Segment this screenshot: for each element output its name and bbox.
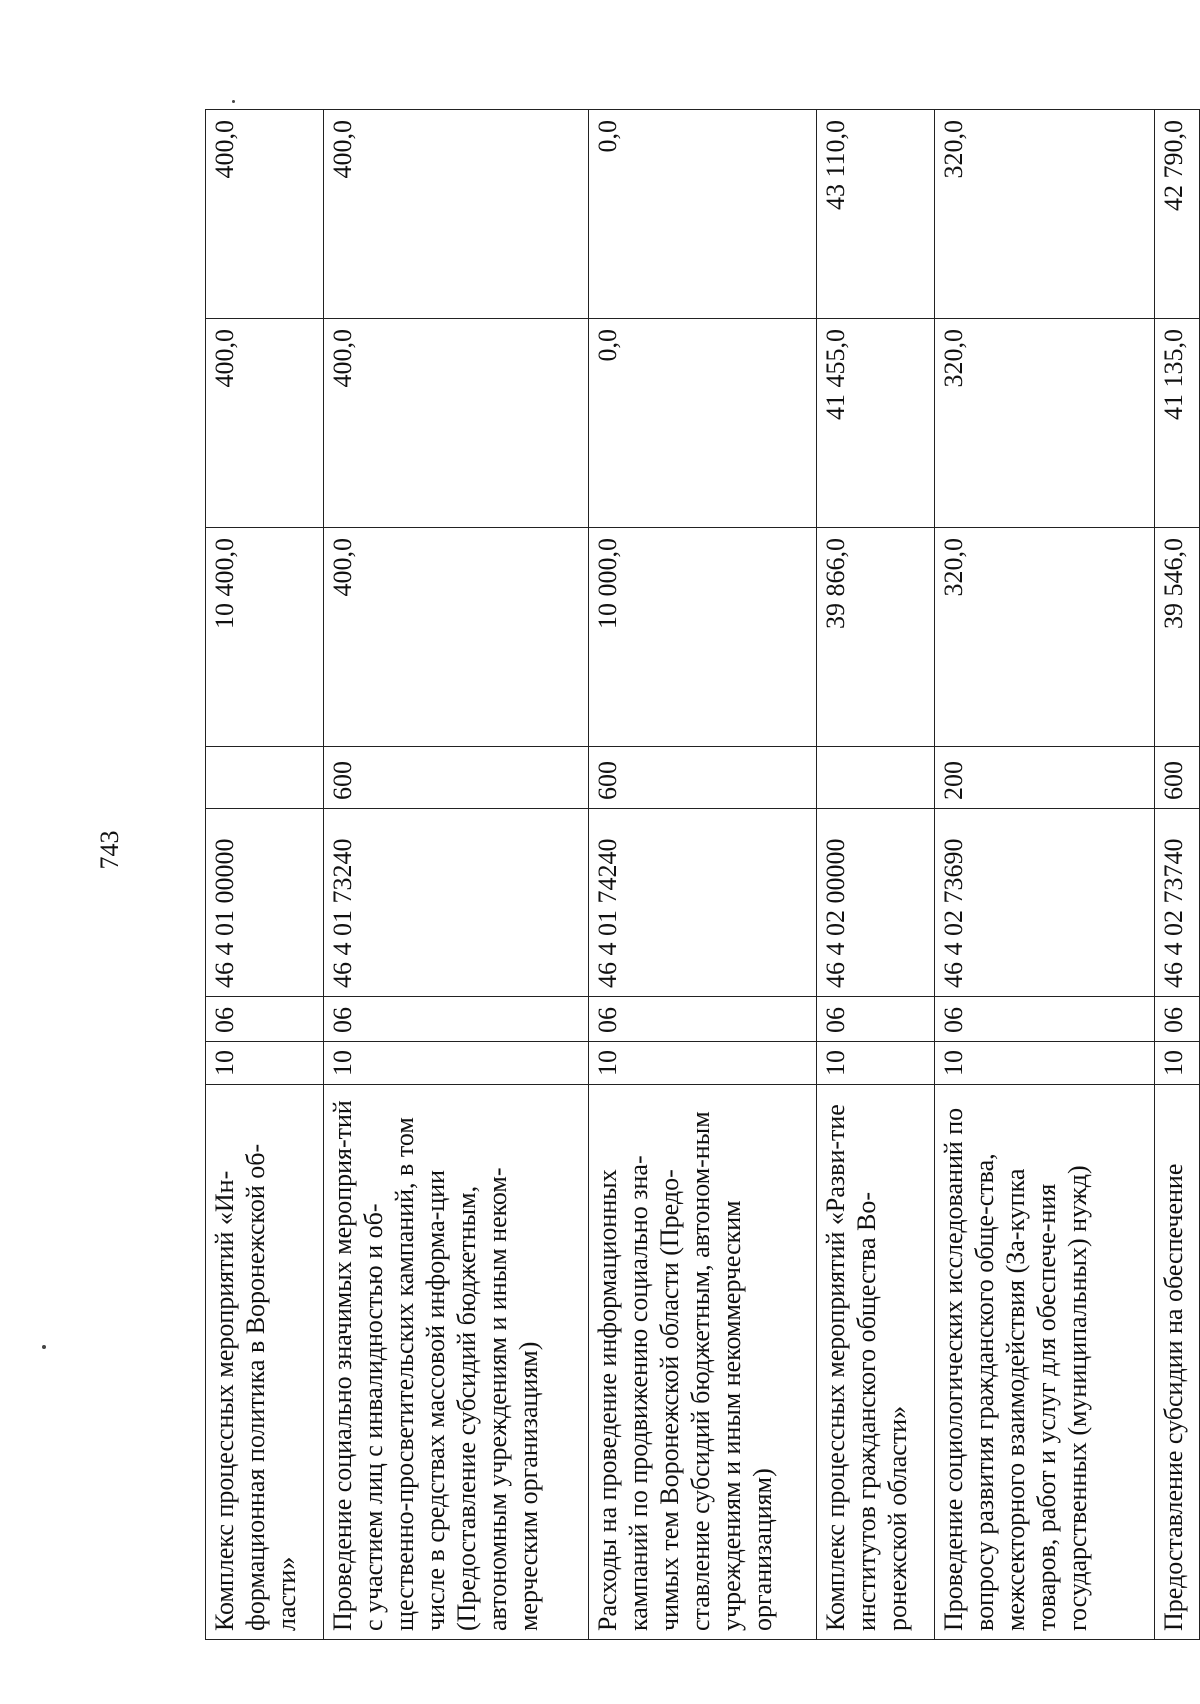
- row-name: Проведение социологических исследований по вопросу развития гражданского обще-ства, межсекторного взаимодействия (За-купка товаров, работ и услуг для обеспече-ния государственных (муниципальных) нужд): [935, 1085, 1155, 1640]
- row-name: Проведение социально значимых мероприя-тий с участием лиц с инвалидностью и об-щественно-просветительских кампаний, в том числе в средствах массовой информа-ции (Предоставление субсидий бюджетным, автономным учреждениям и иным неком-мерческим организациям): [324, 1085, 589, 1640]
- table-row: [588, 110, 816, 1640]
- row-vr: [206, 747, 324, 809]
- row-year2: 320,0: [935, 319, 1155, 528]
- row-pr: 06: [817, 997, 935, 1042]
- row-pr: 06: [1155, 997, 1200, 1042]
- table-row: [324, 110, 589, 1640]
- row-vr: 200: [935, 747, 1155, 809]
- row-rz: 10: [817, 1042, 935, 1085]
- budget-table: [205, 109, 1200, 1640]
- table-row: [817, 110, 935, 1640]
- row-year2: 41 135,0: [1155, 319, 1200, 528]
- row-year2: 41 455,0: [817, 319, 935, 528]
- row-csr: 46 4 01 74240: [588, 809, 816, 997]
- row-rz: 10: [935, 1042, 1155, 1085]
- row-vr: 600: [1155, 747, 1200, 809]
- row-csr: 46 4 02 00000: [817, 809, 935, 997]
- row-year1: 10 400,0: [206, 528, 324, 747]
- row-year3: 42 790,0: [1155, 110, 1200, 319]
- row-csr: 46 4 01 00000: [206, 809, 324, 997]
- scan-speck: [42, 1345, 46, 1349]
- row-year1: 39 546,0: [1155, 528, 1200, 747]
- row-pr: 06: [206, 997, 324, 1042]
- row-name: Расходы на проведение информационных кампаний по продвижению социально зна-чимых тем Воронежской области (Предо-ставление субсидий бюджетным, автоном-ным учреждениям и иным некоммерческим организациям): [588, 1085, 816, 1640]
- row-vr: 600: [324, 747, 589, 809]
- row-year3: 400,0: [206, 110, 324, 319]
- row-name: Предоставление субсидии на обеспечение: [1155, 1085, 1200, 1640]
- row-vr: [817, 747, 935, 809]
- row-year1: 39 866,0: [817, 528, 935, 747]
- scan-speck: [232, 100, 235, 103]
- row-pr: 06: [588, 997, 816, 1042]
- row-rz: 10: [1155, 1042, 1200, 1085]
- row-pr: 06: [935, 997, 1155, 1042]
- page-number: 743: [95, 830, 124, 870]
- row-csr: 46 4 02 73740: [1155, 809, 1200, 997]
- row-year2: 400,0: [206, 319, 324, 528]
- row-year3: 0,0: [588, 110, 816, 319]
- row-year3: 400,0: [324, 110, 589, 319]
- row-name: Комплекс процессных мероприятий «Ин-формационная политика в Воронежской об-ласти»: [206, 1085, 324, 1640]
- table-row: [206, 110, 324, 1640]
- row-rz: 10: [588, 1042, 816, 1085]
- row-year2: 400,0: [324, 319, 589, 528]
- row-name: Комплекс процессных мероприятий «Разви-тие институтов гражданского общества Во-ронежской области»: [817, 1085, 935, 1640]
- table-row: [935, 110, 1155, 1640]
- row-year3: 43 110,0: [817, 110, 935, 319]
- row-year3: 320,0: [935, 110, 1155, 319]
- row-year1: 400,0: [324, 528, 589, 747]
- row-year2: 0,0: [588, 319, 816, 528]
- row-vr: 600: [588, 747, 816, 809]
- budget-table-rotated: [205, 110, 1200, 1640]
- table-row: [1155, 110, 1200, 1640]
- row-year1: 320,0: [935, 528, 1155, 747]
- row-pr: 06: [324, 997, 589, 1042]
- row-csr: 46 4 02 73690: [935, 809, 1155, 997]
- row-rz: 10: [206, 1042, 324, 1085]
- row-csr: 46 4 01 73240: [324, 809, 589, 997]
- row-year1: 10 000,0: [588, 528, 816, 747]
- row-rz: 10: [324, 1042, 589, 1085]
